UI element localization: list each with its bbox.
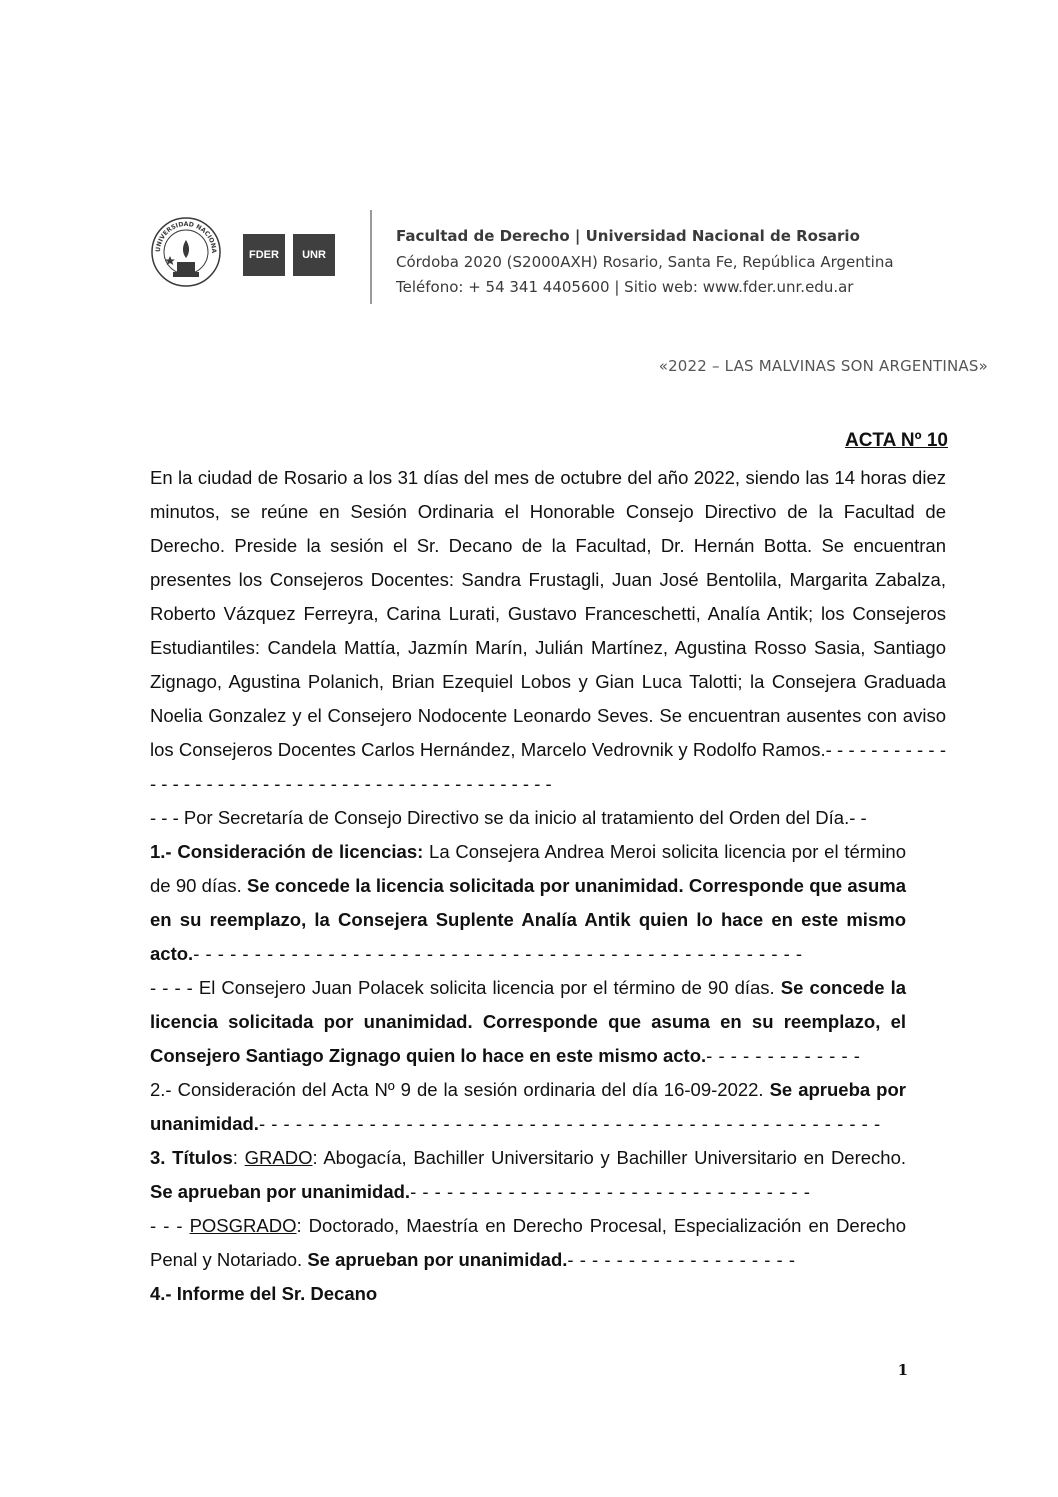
posgrado-resolution: Se aprueban por unanimidad. [307,1249,568,1270]
orden-del-dia-line: - - - Por Secretaría de Consejo Directivo se da inicio al tratamiento del Orden del Día.- - [150,807,867,828]
institution-name: Facultad de Derecho | Universidad Nacional de Rosario [396,227,860,245]
item-1 [150,835,906,971]
item-3-grado [150,1141,906,1209]
letterhead [150,208,910,308]
item-1b-dashes: - - - - - - - - - - - - - [706,1045,861,1066]
item-2-dashes: - - - - - - - - - - - - - - - - - - - - - - - - - - - - - - - - - - - - - - - - - - - - - - - - - - - [258,1113,881,1134]
item-1-resolution: Se concede la licencia solicitada por unanimidad. Corresponde que asuma en su reemplazo, la Consejera Suplente Analía Antik quien lo hace en este mismo acto. [150,875,906,964]
acta-body [150,461,946,1311]
item-3-colon: : [232,1147,245,1168]
grado-label: GRADO [244,1147,313,1168]
svg-text:UNIVERSIDAD NACIONAL DE ROSARI: UNIVERSIDAD NACIONA [154,220,218,254]
grado-resolution: Se aprueban por unanimidad. [150,1181,411,1202]
item-1b-resolution: Se concede la licencia solicitada por unanimidad. Corresponde que asuma en su reemplazo, el Consejero Santiago Zignago quien lo hace en este mismo acto. [150,977,906,1066]
item-4 [150,1277,906,1311]
posgrado-label: POSGRADO [189,1215,297,1236]
grado-text: : Abogacía, Bachiller Universitario y Bachiller Universitario en Derecho. [312,1147,907,1168]
posgrado-text: : Doctorado, Maestría en Derecho Procesal, Especialización en Derecho Penal y Notariado. [150,1215,906,1270]
motto: «2022 – LAS MALVINAS SON ARGENTINAS» [658,357,988,375]
item-1-dashes: - - - - - - - - - - - - - - - - - - - - - - - - - - - - - - - - - - - - - - - - - - - - - - - - - - [193,943,803,964]
item-3-heading: 3. Títulos [150,1147,233,1168]
posgrado-dashes: - - - - - - - - - - - - - - - - - - - [567,1249,796,1270]
item-1b [150,971,906,1073]
institution-address: Córdoba 2020 (S2000AXH) Rosario, Santa Fe, República Argentina [396,252,894,271]
unr-logo: UNR [293,234,335,276]
institution-contact: Teléfono: + 54 341 4405600 | Sitio web: www.fder.unr.edu.ar [396,278,854,296]
grado-dashes: - - - - - - - - - - - - - - - - - - - - - - - - - - - - - - - - - [410,1181,811,1202]
posgrado-lead: - - - [150,1215,190,1236]
item-1-heading: 1.- Consideración de licencias: [150,841,424,862]
item-2-resolution: Se aprueba por unanimidad. [150,1079,906,1134]
page-number: 1 [897,1361,908,1379]
item-3-posgrado [150,1209,906,1277]
item-1b-text: - - - - El Consejero Juan Polacek solicita licencia por el término de 90 días. [150,977,781,998]
fder-logo: FDER [243,234,285,276]
header-divider [370,210,372,304]
intro-paragraph: En la ciudad de Rosario a los 31 días del mes de octubre del año 2022, siendo las 14 horas diez minutos, se reúne en Sesión Ordinaria el Honorable Consejo Directivo de la Facultad de Derecho. Preside la sesión el Sr. Decano de la Facultad, Dr. Hernán Botta. Se encuentran presentes los Consejeros Docentes: Sandra Frustagli, Juan José Bentolila, Margarita Zabalza, Roberto Vázquez Ferreyra, Carina Lurati, Gustavo Franceschetti, Analía Antik; los Consejeros Estudiantiles: Candela Mattía, Jazmín Marín, Julián Martínez, Agustina Rosso Sasia, Santiago Zignago, Agustina Polanich, Brian Ezequiel Lobos y Gian Luca Talotti; la Consejera Graduada Noelia Gonzalez y el Consejero Nodocente Leonardo Seves. Se encuentran ausentes con aviso los Consejeros Docentes Carlos Hernández, Marcelo Vedrovnik y Rodolfo Ramos.- - - - - - - - - - - - - - - - - - - - - - - - - - - - - - - - - - - - - - - - - - - - - - - [150,467,946,794]
acta-title: ACTA Nº 10 [844,430,948,451]
institution-info [396,224,894,301]
item-2 [150,1073,906,1141]
item-4-heading: 4.- Informe del Sr. Decano [150,1283,378,1304]
item-1-text: La Consejera Andrea Meroi solicita licencia por el término de 90 días. [150,841,907,896]
university-seal-logo [150,212,222,294]
item-2-text: 2.- Consideración del Acta Nº 9 de la sesión ordinaria del día 16-09-2022. [150,1079,770,1100]
